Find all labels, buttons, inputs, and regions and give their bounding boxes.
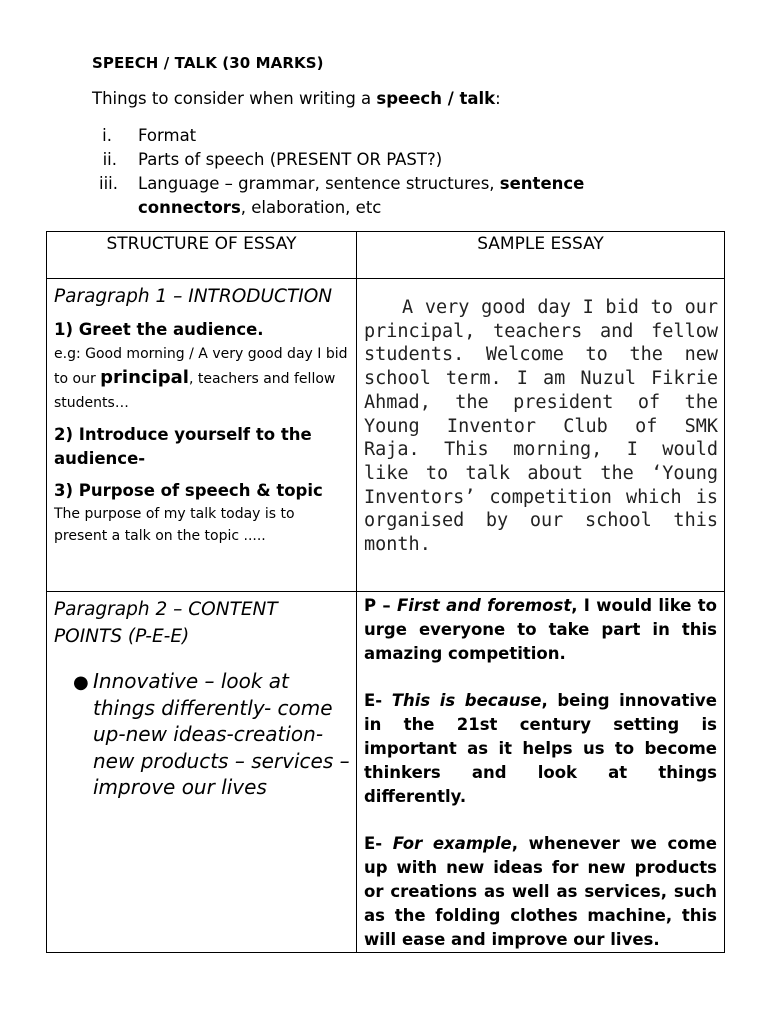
- pee-example: E- For example, whenever we come up with new ideas for new products or creations as well as services, such as the folding clothes machine, this will ease and improve our lives.: [364, 834, 717, 949]
- table-row: [47, 592, 725, 953]
- paragraph-title: Paragraph 2 – CONTENT POINTS (P-E-E): [54, 599, 278, 647]
- intro-text: Things to consider when writing a: [92, 89, 377, 108]
- pee-explanation: E- This is because, being innovative in the 21st century setting is important as it helps us to become thinkers and look at things differently.: [364, 691, 717, 806]
- sample-paragraph: A very good day I bid to our principal, teachers and fellow students. Welcome to the new school term. I am Nuzul Fikrie Ahmad, the president of the Young Inventor Club of SMK Raja. This morning, I would like to talk about the ‘Young Inventors’ competition which is organised by our school this month.: [364, 297, 718, 556]
- table-header-row: [47, 232, 725, 279]
- page-heading: SPEECH / TALK (30 MARKS): [92, 54, 324, 72]
- list-item: [92, 172, 584, 196]
- list-text: Parts of speech (PRESENT OR PAST?): [138, 150, 443, 169]
- structure-cell-intro: [47, 279, 357, 592]
- table-row: [47, 279, 725, 592]
- point-heading: 3) Purpose of speech & topic: [54, 481, 323, 500]
- list-item-continued: [92, 196, 584, 220]
- point-heading: 1) Greet the audience.: [54, 320, 264, 339]
- list-text: connectors, elaboration, etc: [138, 198, 382, 217]
- header-sample: SAMPLE ESSAY: [357, 232, 725, 279]
- header-structure: STRUCTURE OF ESSAY: [47, 232, 357, 279]
- list-number: ii.: [102, 150, 117, 169]
- intro-emphasis: speech / talk: [376, 89, 496, 108]
- bullet-icon: ●: [73, 672, 89, 693]
- point-example: The purpose of my talk today is to present a talk on the topic .....: [54, 506, 295, 544]
- pee-point: P – First and foremost, I would like to urge everyone to take part in this amazing competition.: [364, 596, 717, 663]
- sample-cell-content: [357, 592, 725, 953]
- structure-cell-content: [47, 592, 357, 953]
- list-number: i.: [102, 126, 112, 145]
- list-number: iii.: [99, 174, 118, 193]
- list-text: Format: [138, 126, 197, 145]
- list-item: [92, 124, 584, 148]
- intro-colon: :: [495, 89, 501, 108]
- paragraph-title: Paragraph 1 – INTRODUCTION: [54, 286, 333, 307]
- point-heading: 2) Introduce yourself to the audience-: [54, 425, 312, 468]
- considerations-list: [92, 124, 584, 220]
- point-example: e.g: Good morning / A very good day I bid to our principal, teachers and fellow students…: [54, 346, 348, 411]
- sample-cell-intro: [357, 279, 725, 592]
- bullet-text: Innovative – look at things differently- come up-new ideas-creation- new products – services – improve our lives: [93, 669, 350, 799]
- list-item: [92, 148, 584, 172]
- essay-table: [46, 231, 725, 953]
- bullet-item: [47, 668, 356, 801]
- list-text: Language – grammar, sentence structures, sentence: [138, 174, 585, 193]
- intro-line: [92, 89, 501, 108]
